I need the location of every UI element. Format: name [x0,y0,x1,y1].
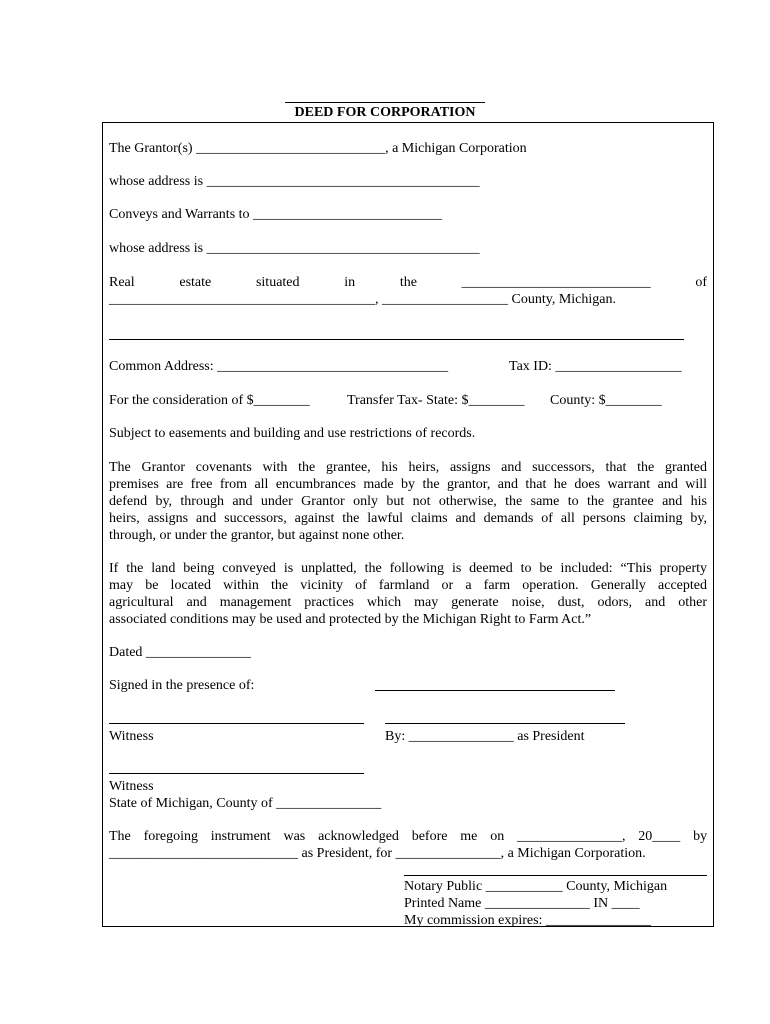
witness-1-label: Witness [109,729,154,744]
common-address-line: Common Address: _________________________________ [109,359,449,374]
ack-word: foregoing [143,829,198,844]
real-estate-paragraph [109,274,707,308]
witness-2-signature-line [109,773,364,774]
real-estate-word: the [399,275,417,290]
document-title: DEED FOR CORPORATION [294,105,476,120]
witness-1-signature-line [109,723,364,724]
witness-2-label: Witness [109,779,154,794]
commission-expires-line: My commission expires: _______________ [404,913,651,928]
real-estate-word: in [344,275,356,290]
dated-line: Dated _______________ [109,645,251,660]
grantee-address-line: whose address is _______________________________________ [109,241,480,256]
real-estate-word: of [695,275,708,290]
blank-full-line [109,339,684,340]
real-estate-word: Real [109,275,135,290]
notary-signature-line [404,875,707,876]
covenant-row: defend by, through and under Grantor only but not otherwise, the same to the grantee and his [109,494,707,509]
covenant-row: premises are free from all encumbrances made by the grantor, and that he does warrant and will [109,477,707,492]
ack-word: 20____ [638,829,681,844]
ack-word: instrument [210,829,271,844]
transfer-tax-state: Transfer Tax- State: $________ [347,393,525,408]
ack-word: acknowledged [318,829,399,844]
ack-word: before [411,829,448,844]
conveys-warrants-line: Conveys and Warrants to ___________________________ [109,207,443,222]
covenant-row: The Grantor covenants with the grantee, his heirs, assigns and successors, that the granted [109,460,707,475]
acknowledgement-row-1 [109,828,707,845]
covenant-paragraph [109,459,707,544]
state-county-line: State of Michigan, County of _______________ [109,796,382,811]
ack-word: was [283,829,306,844]
grantor-line: The Grantor(s) ___________________________, a Michigan Corporation [109,141,527,156]
farm-act-row: agricultural and management practices which may generate noise, dust, odors, and other [109,595,707,610]
signed-presence-label: Signed in the presence of: [109,678,255,693]
acknowledgement-row-2: ___________________________ as President, for _______________, a Michigan Corporation. [109,846,646,861]
real-estate-word: ___________________________ [461,275,651,290]
by-president-line: By: _______________ as President [385,729,585,744]
subject-to-line: Subject to easements and building and use restrictions of records. [109,426,476,441]
president-signature-line [375,690,615,691]
ack-word: _______________, [516,829,626,844]
ack-word: The [109,829,131,844]
grantor-address-line: whose address is _______________________________________ [109,174,480,189]
farm-act-row: associated conditions may be used and protected by the Michigan Right to Farm Act.” [109,612,592,627]
ack-word: by [693,829,708,844]
printed-name-line: Printed Name _______________ IN ____ [404,896,640,911]
farm-act-paragraph [109,560,707,628]
real-estate-word: situated [255,275,300,290]
by-signature-line [385,723,625,724]
real-estate-row-1 [109,274,707,291]
farm-act-row: If the land being conveyed is unplatted, the following is deemed to be included: “This property [109,561,707,576]
consideration-line: For the consideration of $________ [109,393,310,408]
tax-id-line: Tax ID: __________________ [509,359,682,374]
notary-public-line: Notary Public ___________ County, Michigan [404,879,668,894]
real-estate-row-2: ______________________________________, __________________ County, Michigan. [109,292,616,307]
covenant-row: heirs, assigns and successors, against the lawful claims and demands of all persons claiming by, [109,511,707,526]
title-overline [285,102,485,103]
ack-word: me [460,829,478,844]
farm-act-row: may be located within the vicinity of farmland or a farm operation. Generally accepted [109,578,707,593]
real-estate-word: estate [179,275,212,290]
ack-word: on [490,829,505,844]
covenant-row: through, or under the grantor, but against none other. [109,528,405,543]
acknowledgement-paragraph [109,828,707,862]
transfer-tax-county: County: $________ [550,393,662,408]
